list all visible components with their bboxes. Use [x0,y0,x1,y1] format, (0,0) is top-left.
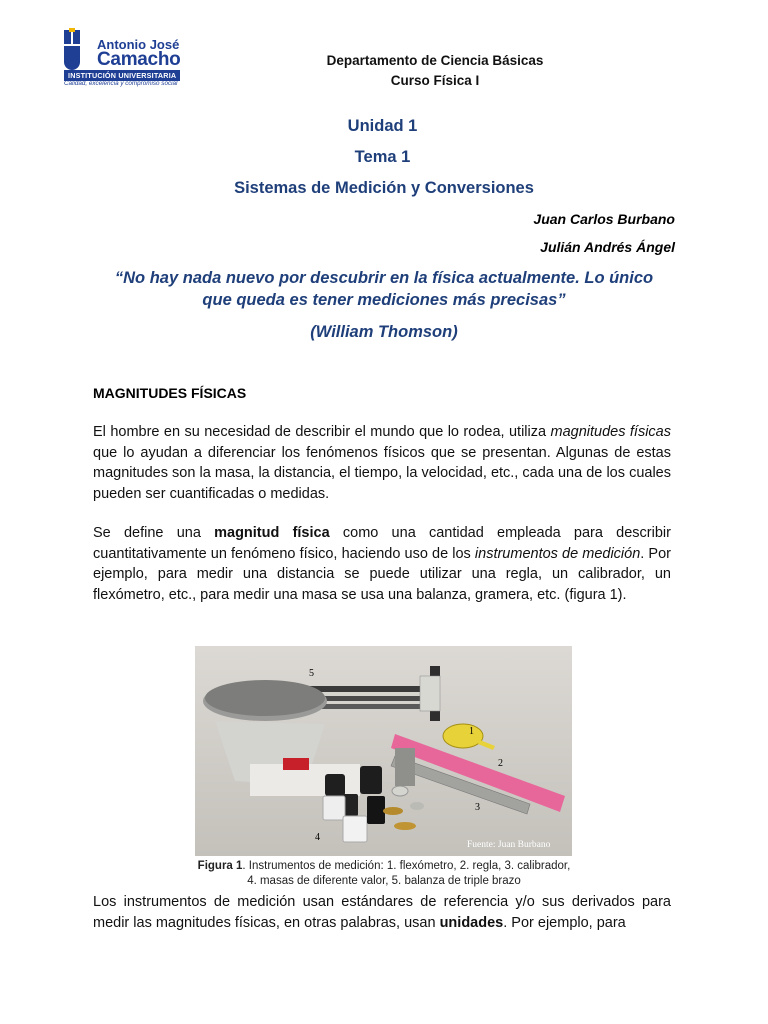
figure-label-1: 1 [469,726,474,737]
figure-label-3: 3 [475,802,480,813]
figure-caption: Figura 1. Instrumentos de medición: 1. flexómetro, 2. regla, 3. calibrador, 4. masas de diferente valor, 5. balanza de triple brazo [197,860,571,887]
caption-label: Figura 1 [197,860,243,872]
author-1: Juan Carlos Burbano [533,211,675,227]
figure-label-2: 2 [498,758,503,769]
figure-label-5: 5 [309,668,314,679]
figure-measuring-instruments [195,646,572,856]
author-2: Julián Andrés Ángel [540,239,675,255]
unit-title: Unidad 1 [347,117,418,135]
paragraph-1: El hombre en su necesidad de describir el mundo que lo rodea, utiliza magnitudes físicas que lo ayudan a diferenciar los fenómenos físicos que se presentan. Algunas de estas magnitudes son la masa, la distancia, el tiempo, la velocidad, etc., cada una de los cuales pueden ser cuantificadas o medidas. [93,424,671,502]
course-name: Curso Física I [390,73,480,88]
subject-title: Sistemas de Medición y Conversiones [234,179,534,197]
topic-title: Tema 1 [354,148,411,166]
figure-label-4: 4 [315,832,320,843]
logo-tagline: Calidad, excelencia y compromiso social [64,80,178,87]
department-name: Departamento de Ciencia Básicas [326,53,544,68]
quote-author: (William Thomson) [310,323,458,341]
figure-photo [195,646,572,856]
logo-line-2: Camacho [97,49,181,70]
section-heading: MAGNITUDES FÍSICAS [93,385,247,401]
logo-line-3: INSTITUCIÓN UNIVERSITARIA [64,70,180,81]
paragraph-3: Los instrumentos de medición usan estándares de referencia y/o sus derivados para medir las magnitudes físicas, en otras palabras, usan unidades. Por ejemplo, para [93,894,671,931]
paragraph-2: Se define una magnitud física como una cantidad empleada para describir cuantitativamente un fenómeno físico, haciendo uso de los instrumentos de medición. Por ejemplo, para medir una distancia se puede utilizar una regla, un calibrador, un flexómetro, etc., para medir una masa se usa una balanza, gramera, etc. (figura 1). [93,525,671,603]
logo-line-1: Antonio José [97,37,180,52]
figure-credit: Fuente: Juan Burbano [467,840,551,850]
epigraph-quote: “No hay nada nuevo por descubrir en la física actualmente. Lo único que queda es tener mediciones más precisas” [114,269,654,309]
